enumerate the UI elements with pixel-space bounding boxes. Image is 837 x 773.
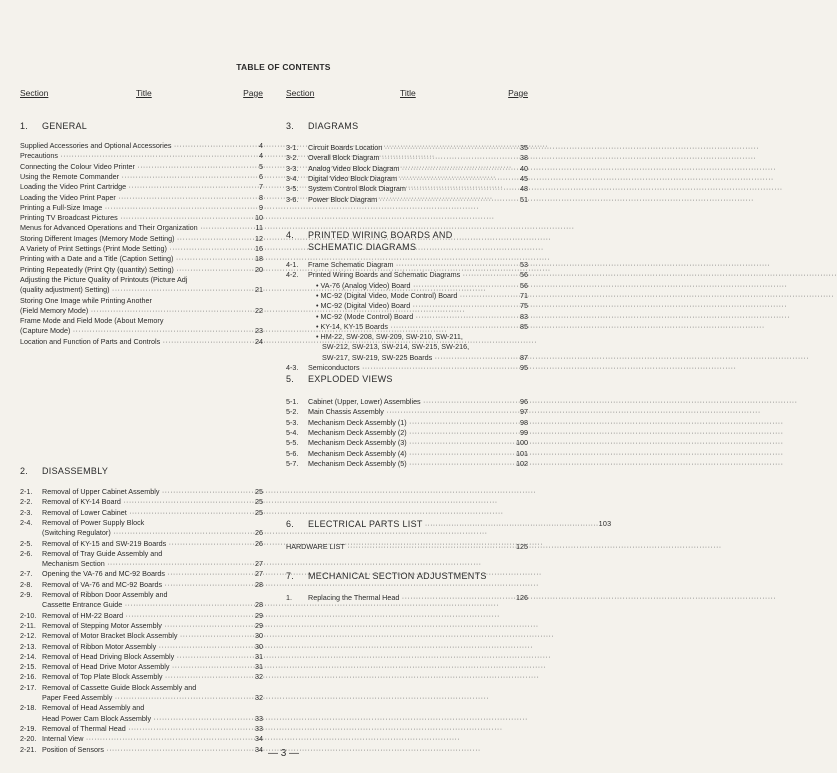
toc-entry[interactable] (286, 153, 528, 163)
entry-title: • VA-76 (Analog Video) Board ····· (316, 281, 512, 291)
entry-page: 126 (516, 593, 528, 602)
entry-number: 5-7. (286, 458, 299, 468)
entry-number: 2-13. (20, 641, 37, 651)
section-number: 7. (286, 571, 295, 581)
toc-entry[interactable] (20, 316, 263, 326)
entry-title: • MC-92 (Mode Control) Board ····· (316, 312, 512, 322)
entry-number: 2-9. (20, 590, 33, 599)
toc-entry[interactable] (20, 254, 263, 264)
entry-page: 7 (259, 182, 263, 192)
entry-title: Removal of Upper Cabinet Assembly ····· (42, 487, 245, 497)
entry-title: Frame Schematic Diagram ····· (308, 260, 512, 270)
toc-entry[interactable] (20, 559, 263, 569)
toc-entry[interactable] (286, 143, 528, 153)
entry-page: 26 (255, 528, 263, 538)
toc-entry[interactable] (286, 270, 528, 280)
section-number: 3. (286, 121, 295, 131)
entry-title: Paper Feed Assembly ····· (42, 693, 245, 703)
entry-number: 2-5. (20, 538, 33, 548)
entry-title: Mechanism Section ····· (42, 559, 245, 569)
entry-page: 25 (255, 507, 263, 517)
toc-entry[interactable] (20, 611, 263, 621)
page-number: — 3 — (267, 748, 300, 759)
entry-number: 2-20. (20, 734, 37, 744)
entry-number: 4-1. (286, 260, 299, 269)
section-name: MECHANICAL SECTION ADJUSTMENTS (308, 571, 487, 581)
section-number: 4. (286, 230, 295, 240)
entry-page: 12 (255, 233, 263, 243)
entry-title: Removal of Cassette Guide Block Assembly and (42, 682, 197, 692)
entry-page: 21 (255, 285, 263, 295)
toc-entry[interactable] (20, 569, 263, 579)
entry-page: 96 (520, 397, 528, 406)
entry-title: Digital Video Block Diagram ····· (308, 174, 512, 184)
toc-entry[interactable] (20, 528, 263, 538)
entry-number: 2-17. (20, 682, 37, 692)
toc-entry[interactable] (20, 714, 263, 724)
toc-entry[interactable] (20, 580, 263, 590)
toc-entry[interactable] (20, 600, 263, 610)
entry-page: 48 (520, 184, 528, 194)
entry-page: 99 (520, 427, 528, 437)
toc-entry[interactable] (286, 542, 528, 552)
entry-title: • KY-14, KY-15 Boards ····· (316, 322, 512, 332)
entry-page: 20 (255, 264, 263, 274)
toc-entry[interactable] (20, 244, 263, 254)
entry-page: 9 (259, 202, 263, 212)
entry-page: 31 (255, 651, 263, 661)
entry-title: Internal View ····· (42, 734, 245, 744)
entry-page: 75 (520, 301, 528, 311)
section-name: EXPLODED VIEWS (308, 374, 393, 384)
entry-page: 51 (520, 194, 528, 204)
entry-page: 101 (516, 448, 528, 458)
entry-number: 5-6. (286, 448, 299, 458)
section-name: ELECTRICAL PARTS LIST ·································································· (308, 519, 599, 529)
entry-number: 5-3. (286, 417, 299, 427)
entry-title: Head Power Cam Block Assembly ····· (42, 714, 245, 724)
entry-number: 5-1. (286, 397, 299, 406)
entry-title: (Switching Regulator) ····· (42, 528, 245, 538)
toc-entry[interactable] (286, 428, 528, 438)
toc-entry[interactable] (286, 342, 528, 352)
entry-title: Semiconductors ····· (308, 363, 512, 373)
entry-title: Power Block Diagram ····· (308, 195, 512, 205)
toc-entry[interactable] (20, 285, 263, 295)
toc-entry[interactable] (20, 683, 263, 693)
entry-title: Precautions ····· (20, 151, 245, 161)
header-page: Page (508, 88, 528, 98)
toc-entry[interactable] (20, 487, 263, 497)
entry-number: 2-2. (20, 497, 33, 507)
entry-page: 18 (255, 254, 263, 264)
entry-number: 2-14. (20, 651, 37, 661)
section-heading[interactable] (20, 465, 263, 477)
entry-page: 56 (520, 270, 528, 280)
entry-page: 6 (259, 171, 263, 181)
entry-title: Removal of Head Drive Motor Assembly ····· (42, 662, 245, 672)
toc-entry[interactable] (20, 703, 263, 713)
entry-title: SW-217, SW-219, SW-225 Boards ····· (322, 353, 512, 363)
entry-title: Storing One Image while Printing Another (20, 295, 152, 305)
toc-entry[interactable] (20, 590, 263, 600)
entry-number: 4-3. (286, 363, 299, 372)
toc-entry[interactable] (286, 184, 528, 194)
page-title: TABLE OF CONTENTS (236, 62, 331, 72)
entry-title: SW-212, SW-213, SW-214, SW-215, SW-216, (322, 342, 470, 352)
entry-page: 25 (255, 497, 263, 507)
entry-title: Removal of Ribbon Motor Assembly ····· (42, 642, 245, 652)
entry-title: Circuit Boards Location ····· (308, 143, 512, 153)
toc-entry[interactable] (20, 672, 263, 682)
entry-page: 29 (255, 620, 263, 630)
toc-entry[interactable] (20, 141, 263, 151)
entry-title: Removal of KY-14 Board ····· (42, 497, 245, 507)
toc-entry[interactable] (20, 296, 263, 306)
entry-title: (quality adjustment) Setting) ····· (20, 285, 245, 295)
right-column (286, 88, 612, 602)
entry-page: 38 (520, 153, 528, 163)
toc-entry[interactable] (20, 508, 263, 518)
entry-title: Removal of KY-15 and SW-219 Boards ····· (42, 539, 245, 549)
entry-title: Replacing the Thermal Head ····· (308, 593, 512, 603)
entry-page: 27 (255, 569, 263, 579)
entry-title: Menus for Advanced Operations and Their Organization ····· (20, 223, 245, 233)
toc-entry[interactable] (286, 301, 528, 311)
entry-page: 24 (255, 336, 263, 346)
toc-entry[interactable] (286, 281, 528, 291)
section-heading[interactable] (286, 373, 528, 385)
entry-number: 2-12. (20, 631, 37, 641)
header-title: Title (136, 88, 152, 98)
section-heading[interactable] (286, 570, 528, 582)
toc-entry[interactable] (20, 213, 263, 223)
entry-page: 83 (520, 311, 528, 321)
entry-title: Connecting the Colour Video Printer ····· (20, 162, 245, 172)
entry-title: Printed Wiring Boards and Schematic Diagrams ····· (308, 270, 512, 280)
entry-number: 5-4. (286, 427, 299, 437)
entry-page: 53 (520, 260, 528, 269)
entry-page: 30 (255, 631, 263, 641)
entry-page: 27 (255, 559, 263, 569)
entry-page: 33 (255, 723, 263, 733)
entry-page: 22 (255, 305, 263, 315)
toc-entry[interactable] (20, 275, 263, 285)
toc-entry[interactable] (286, 322, 528, 332)
toc-entry[interactable] (286, 353, 528, 363)
toc-entry[interactable] (20, 265, 263, 275)
section-number: 6. (286, 519, 295, 529)
entry-page: 28 (255, 579, 263, 589)
entry-title: Supplied Accessories and Optional Accessories ····· (20, 141, 245, 151)
entry-page: 8 (259, 192, 263, 202)
section-page: 103 (598, 519, 612, 528)
toc-entry[interactable] (20, 497, 263, 507)
entry-page: 33 (255, 713, 263, 723)
section-heading[interactable] (286, 120, 528, 132)
toc-entry[interactable] (20, 621, 263, 631)
section-name: DISASSEMBLY (42, 466, 109, 476)
entry-page: 71 (520, 290, 528, 300)
left-column (20, 88, 263, 754)
entry-number: 2-19. (20, 723, 37, 733)
section-name: DIAGRAMS (308, 121, 359, 131)
entry-number: 5-2. (286, 407, 299, 417)
toc-entry[interactable] (286, 449, 528, 459)
entry-page: 40 (520, 163, 528, 173)
entry-title: • HM-22, SW-208, SW-209, SW-210, SW-211, (316, 332, 463, 342)
entry-page: 4 (259, 151, 263, 161)
entry-title: Cabinet (Upper, Lower) Assemblies ····· (308, 397, 512, 407)
entry-page: 30 (255, 641, 263, 651)
toc-entry[interactable] (20, 652, 263, 662)
header-section: Section (286, 88, 315, 98)
entry-number: 4-2. (286, 270, 299, 280)
header-page: Page (243, 88, 263, 98)
section-heading[interactable] (286, 229, 528, 253)
entry-page: 5 (259, 161, 263, 171)
toc-entry[interactable] (286, 291, 528, 301)
entry-number: 2-21. (20, 744, 37, 754)
toc-entry[interactable] (286, 397, 528, 407)
toc-entry[interactable] (20, 193, 263, 203)
entry-number: 2-1. (20, 487, 33, 496)
entry-title: Frame Mode and Field Mode (About Memory (20, 316, 164, 326)
toc-entry[interactable] (20, 326, 263, 336)
entry-title: Removal of HM-22 Board ····· (42, 611, 245, 621)
toc-entry[interactable] (20, 151, 263, 161)
toc-entry[interactable] (286, 418, 528, 428)
toc-entry[interactable] (20, 234, 263, 244)
entry-page: 31 (255, 662, 263, 672)
section-number: 2. (20, 466, 29, 476)
entry-title: Position of Sensors ····· (42, 745, 245, 755)
entry-title: Removal of Thermal Head ····· (42, 724, 245, 734)
entry-title: Using the Remote Commander ····· (20, 172, 245, 182)
entry-title: Removal of Tray Guide Assembly and (42, 548, 163, 558)
entry-number: 2-8. (20, 579, 33, 589)
entry-title: Main Chassis Assembly ····· (308, 407, 512, 417)
section-number: 5. (286, 374, 295, 384)
toc-entry[interactable] (286, 593, 528, 603)
column-header (20, 88, 263, 100)
entry-page: 98 (520, 417, 528, 427)
entry-title: Opening the VA-76 and MC-92 Boards ····· (42, 569, 245, 579)
entry-title: HARDWARE LIST ····· (286, 542, 512, 552)
entry-title: Removal of Lower Cabinet ····· (42, 508, 245, 518)
toc-entry[interactable] (286, 260, 528, 270)
entry-title: Printing TV Broadcast Pictures ····· (20, 213, 245, 223)
toc-entry[interactable] (20, 223, 263, 233)
entry-number: 2-15. (20, 662, 37, 672)
entry-number: 2-18. (20, 703, 37, 713)
entry-number: 3-3. (286, 163, 299, 173)
entry-number: 2-10. (20, 610, 37, 620)
entry-page: 35 (520, 143, 528, 152)
section-name: PRINTED WIRING BOARDS AND SCHEMATIC DIAGRAMS (308, 230, 453, 252)
entry-title: Mechanism Deck Assembly (2) ····· (308, 428, 512, 438)
entry-number: 2-7. (20, 569, 33, 579)
entry-title: Printing Repeatedly (Print Qty (quantity) Setting) ····· (20, 265, 245, 275)
toc-entry[interactable] (20, 662, 263, 672)
entry-number: 3-2. (286, 153, 299, 163)
toc-entry[interactable] (286, 174, 528, 184)
entry-page: 26 (255, 538, 263, 548)
entry-number: 5-5. (286, 438, 299, 448)
toc-entry[interactable] (286, 363, 528, 373)
entry-page: 11 (255, 223, 263, 233)
entry-number: 2-3. (20, 507, 33, 517)
entry-title: Analog Video Block Diagram ····· (308, 164, 512, 174)
toc-entry[interactable] (20, 549, 263, 559)
toc-entry[interactable] (20, 182, 263, 192)
entry-title: (Field Memory Mode) ····· (20, 306, 245, 316)
entry-number: 2-6. (20, 548, 33, 558)
toc-entry[interactable] (20, 172, 263, 182)
entry-page: 100 (516, 438, 528, 448)
entry-title: Removal of Head Driving Block Assembly ····· (42, 652, 245, 662)
toc-entry[interactable] (286, 407, 528, 417)
section-number: 1. (20, 121, 29, 131)
toc-entry[interactable] (20, 642, 263, 652)
entry-page: 97 (520, 407, 528, 417)
toc-entry[interactable] (286, 312, 528, 322)
entry-number: 1. (286, 593, 292, 602)
entry-title: Removal of VA-76 and MC-92 Boards ····· (42, 580, 245, 590)
entry-page: 28 (255, 600, 263, 610)
entry-title: Overall Block Diagram ····· (308, 153, 512, 163)
entry-title: Printing a Full-Size Image ····· (20, 203, 245, 213)
entry-page: 4 (259, 141, 263, 150)
entry-page: 23 (255, 326, 263, 336)
toc-entry[interactable] (20, 734, 263, 744)
toc-entry[interactable] (20, 203, 263, 213)
entry-page: 34 (255, 734, 263, 744)
column-header (286, 88, 528, 100)
toc-entry[interactable] (20, 162, 263, 172)
header-section: Section (20, 88, 49, 98)
toc-entry[interactable] (20, 631, 263, 641)
entry-title: Storing Different Images (Memory Mode Setting) ····· (20, 234, 245, 244)
entry-title: Removal of Power Supply Block (42, 517, 145, 527)
entry-title: Loading the Video Print Paper ····· (20, 193, 245, 203)
toc-entry[interactable] (286, 459, 528, 469)
toc-entry[interactable] (286, 195, 528, 205)
toc-entry[interactable] (20, 306, 263, 316)
toc-entry[interactable] (20, 539, 263, 549)
entry-title: Mechanism Deck Assembly (3) ····· (308, 438, 512, 448)
entry-number: 3-6. (286, 194, 299, 204)
entry-page: 34 (255, 744, 263, 754)
toc-entry[interactable] (20, 724, 263, 734)
toc-entry[interactable] (286, 164, 528, 174)
toc-entry[interactable] (20, 518, 263, 528)
entry-title: Location and Function of Parts and Controls ····· (20, 337, 245, 347)
entry-title: Removal of Ribbon Door Assembly and (42, 590, 168, 599)
entry-page: 25 (255, 487, 263, 496)
entry-page: 85 (520, 321, 528, 331)
entry-page: 29 (255, 610, 263, 620)
entry-page: 87 (520, 352, 528, 362)
toc-entry[interactable] (286, 438, 528, 448)
entry-page: 56 (520, 280, 528, 290)
entry-number: 3-5. (286, 184, 299, 194)
toc-entry[interactable] (20, 693, 263, 703)
entry-title: Mechanism Deck Assembly (4) ····· (308, 449, 512, 459)
entry-title: Removal of Top Plate Block Assembly ····· (42, 672, 245, 682)
entry-title: Removal of Motor Bracket Block Assembly ····· (42, 631, 245, 641)
entry-number: 2-4. (20, 517, 33, 527)
entry-title: Removal of Head Assembly and (42, 703, 145, 713)
section-heading[interactable] (286, 518, 612, 532)
entry-number: 3-4. (286, 173, 299, 183)
entry-title: • MC-92 (Digital Video) Board ····· (316, 301, 512, 311)
entry-page: 45 (520, 173, 528, 183)
entry-page: 32 (255, 693, 263, 702)
entry-title: Removal of Stepping Motor Assembly ····· (42, 621, 245, 631)
entry-number: 2-16. (20, 672, 37, 682)
section-heading[interactable] (20, 120, 263, 132)
entry-title: A Variety of Print Settings (Print Mode Setting) ····· (20, 244, 245, 254)
toc-entry[interactable] (286, 332, 528, 342)
section-name: GENERAL (42, 121, 88, 131)
entry-title: System Control Block Diagram ····· (308, 184, 512, 194)
entry-title: • MC-92 (Digital Video, Mode Control) Board ····· (316, 291, 512, 301)
entry-page: 10 (255, 213, 263, 223)
entry-title: Printing with a Date and a Title (Caption Setting) ····· (20, 254, 245, 264)
entry-title: Loading the Video Print Cartridge ····· (20, 182, 245, 192)
entry-title: (Capture Mode) ····· (20, 326, 245, 336)
toc-entry[interactable] (20, 337, 263, 347)
entry-title: Mechanism Deck Assembly (1) ····· (308, 418, 512, 428)
entry-number: 3-1. (286, 143, 299, 152)
header-title: Title (400, 88, 416, 98)
entry-page: 95 (520, 363, 528, 372)
entry-title: Adjusting the Picture Quality of Printouts (Picture Adj (20, 274, 188, 284)
entry-page: 102 (516, 458, 528, 468)
entry-title: Cassette Entrance Guide ····· (42, 600, 245, 610)
entry-page: 16 (255, 244, 263, 253)
entry-page: 125 (516, 542, 528, 551)
entry-number: 2-11. (20, 620, 36, 630)
entry-title: Mechanism Deck Assembly (5) ····· (308, 459, 512, 469)
entry-page: 32 (255, 672, 263, 682)
